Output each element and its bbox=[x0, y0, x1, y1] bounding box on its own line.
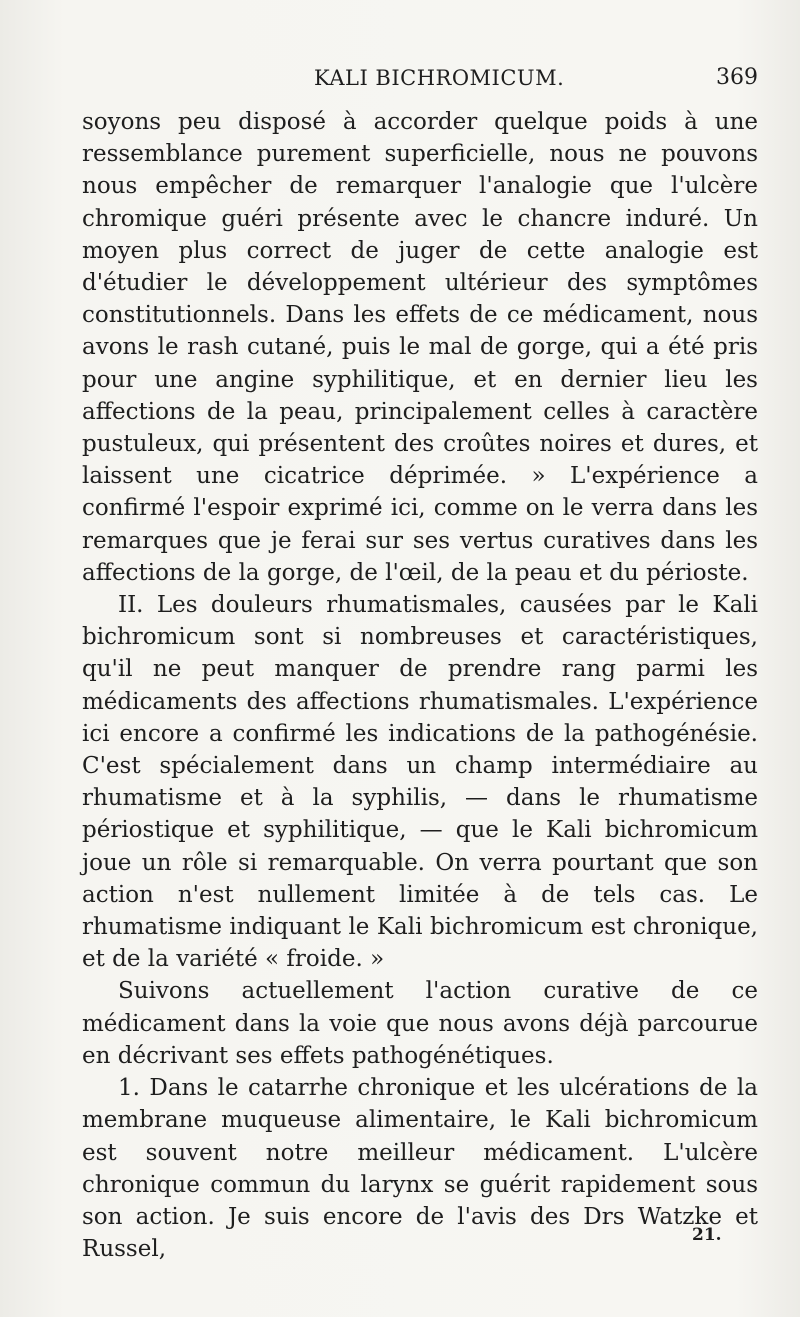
page-number: 369 bbox=[716, 65, 758, 90]
signature-mark: 21. bbox=[692, 1225, 722, 1245]
paragraph-alimentary-mucosa: 1. Dans le catarrhe chronique et les ulcérations de la membrane muqueuse alimentaire, le Kali bichromicum est souvent notre meilleur médicament. L'ulcère chronique commun du larynx se guérit rapidement sous son action. Je suis encore de l'avis des Drs Watzke et Russel, bbox=[82, 1075, 758, 1263]
running-title: KALI BICHROMICUM. bbox=[314, 66, 565, 90]
paragraph-rheumatism: II. Les douleurs rhumatismales, causées par le Kali bichromicum sont si nombreuses et caractéristiques, qu'il ne peut manquer de prendre rang parmi les médicaments des affections rhumatismales. L'expérience ici encore a confirmé les indications de la pathogénésie. C'est spécialement dans un champ intermédiaire au rhumatisme et à la syphilis, — dans le rhumatisme périostique et syphilitique, — que le Kali bichromicum joue un rôle si remarquable. On verra pourtant que son action n'est nullement limitée à de tels cas. Le rhumatisme indiquant le Kali bichromicum est chronique, et de la variété « froide. » bbox=[82, 592, 758, 973]
body-text bbox=[82, 106, 758, 1265]
paragraph-continuation: soyons peu disposé à accorder quelque poids à une ressemblance purement superficielle, nous ne pouvons nous empêcher de remarquer l'analogie que l'ulcère chromique guéri présente avec le chancre induré. Un moyen plus correct de juger de cette analogie est d'étudier le développement ultérieur des symptômes constitutionnels. Dans les effets de ce médicament, nous avons le rash cutané, puis le mal de gorge, qui a été pris pour une angine syphilitique, et en dernier lieu les affections de la peau, principalement celles à caractère pustuleux, qui présentent des croûtes noires et dures, et laissent une cicatrice déprimée. » L'expérience a confirmé l'espoir exprimé ici, comme on le verra dans les remarques que je ferai sur ses vertus curatives dans les affections de la gorge, de l'œil, de la peau et du périoste. bbox=[82, 109, 758, 586]
paragraph-curative-action: Suivons actuellement l'action curative de ce médicament dans la voie que nous avons déjà parcourue en décrivant ses effets pathogénétiques. bbox=[82, 978, 758, 1069]
page-header bbox=[82, 60, 758, 96]
